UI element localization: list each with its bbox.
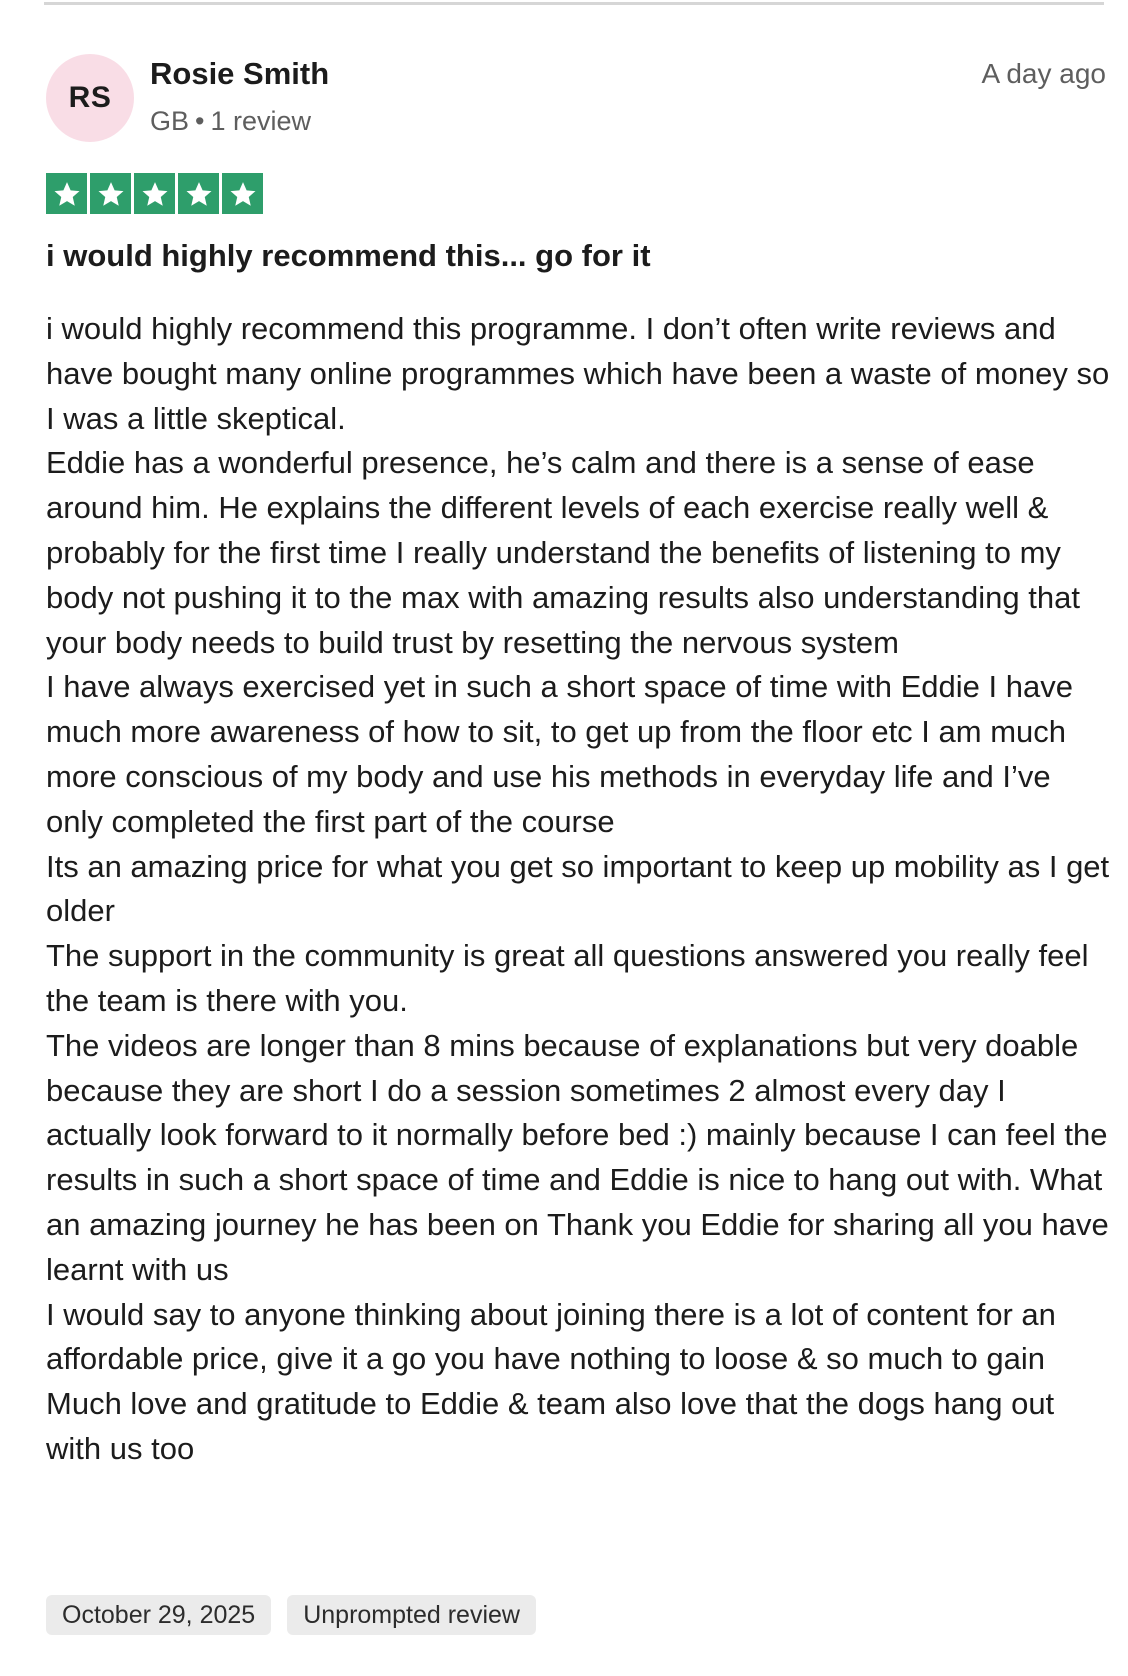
review-paragraph: i would highly recommend this programme. I don’t often write reviews and have bought many online programmes which have been a waste of money so I was a little skeptical. (46, 311, 1110, 436)
reviewer-review-count[interactable]: 1 review (210, 106, 312, 136)
separator-dot: • (195, 106, 205, 136)
review-tags (46, 1595, 536, 1635)
star-icon (178, 173, 219, 214)
review-relative-date: A day ago (981, 58, 1106, 89)
star-icon (222, 173, 263, 214)
review-header (46, 54, 1106, 144)
review-title[interactable]: i would highly recommend this... go for it (46, 238, 651, 273)
review-paragraph: Much love and gratitude to Eddie & team also love that the dogs hang out with us too (46, 1386, 1055, 1466)
star-rating (46, 173, 263, 214)
date-of-experience-tag: October 29, 2025 (46, 1595, 271, 1635)
review-paragraph: I would say to anyone thinking about joining there is a lot of content for an affordable price, give it a go you have nothing to loose & so much to gain (46, 1296, 1056, 1377)
review-paragraph: The videos are longer than 8 mins because of explanations but very doable because they are short I do a session sometimes 2 almost every day I actually look forward to it normally before bed :) mainly because I can feel the results in such a short space of time and Eddie is nice to hang out with. What an amazing journey he has been on Thank you Eddie for sharing all you have learnt with us (46, 1027, 1109, 1287)
review-paragraph: The support in the community is great all questions answered you really feel the team is there with you. (46, 938, 1089, 1018)
reviewer-country: GB (150, 106, 190, 136)
unprompted-review-tag[interactable]: Unprompted review (287, 1595, 536, 1635)
review-body (46, 307, 1116, 1472)
reviewer-meta (150, 106, 311, 137)
star-icon (90, 173, 131, 214)
star-icon (46, 173, 87, 214)
review-paragraph: Eddie has a wonderful presence, he’s calm and there is a sense of ease around him. He explains the different levels of each exercise really well & probably for the first time I really understand the benefits of listening to my body not pushing it to the max with amazing results also understanding that your body needs to build trust by resetting the nervous system (46, 445, 1080, 660)
star-icon (134, 173, 175, 214)
avatar[interactable]: RS (46, 54, 134, 142)
review-paragraph: Its an amazing price for what you get so important to keep up mobility as I get older (46, 848, 1110, 929)
review-paragraph: I have always exercised yet in such a short space of time with Eddie I have much more awareness of how to sit, to get up from the floor etc I am much more conscious of my body and use his methods in everyday life and I’ve only completed the first part of the course (46, 669, 1073, 839)
reviewer-name[interactable]: Rosie Smith (150, 56, 330, 91)
top-divider (44, 2, 1104, 5)
